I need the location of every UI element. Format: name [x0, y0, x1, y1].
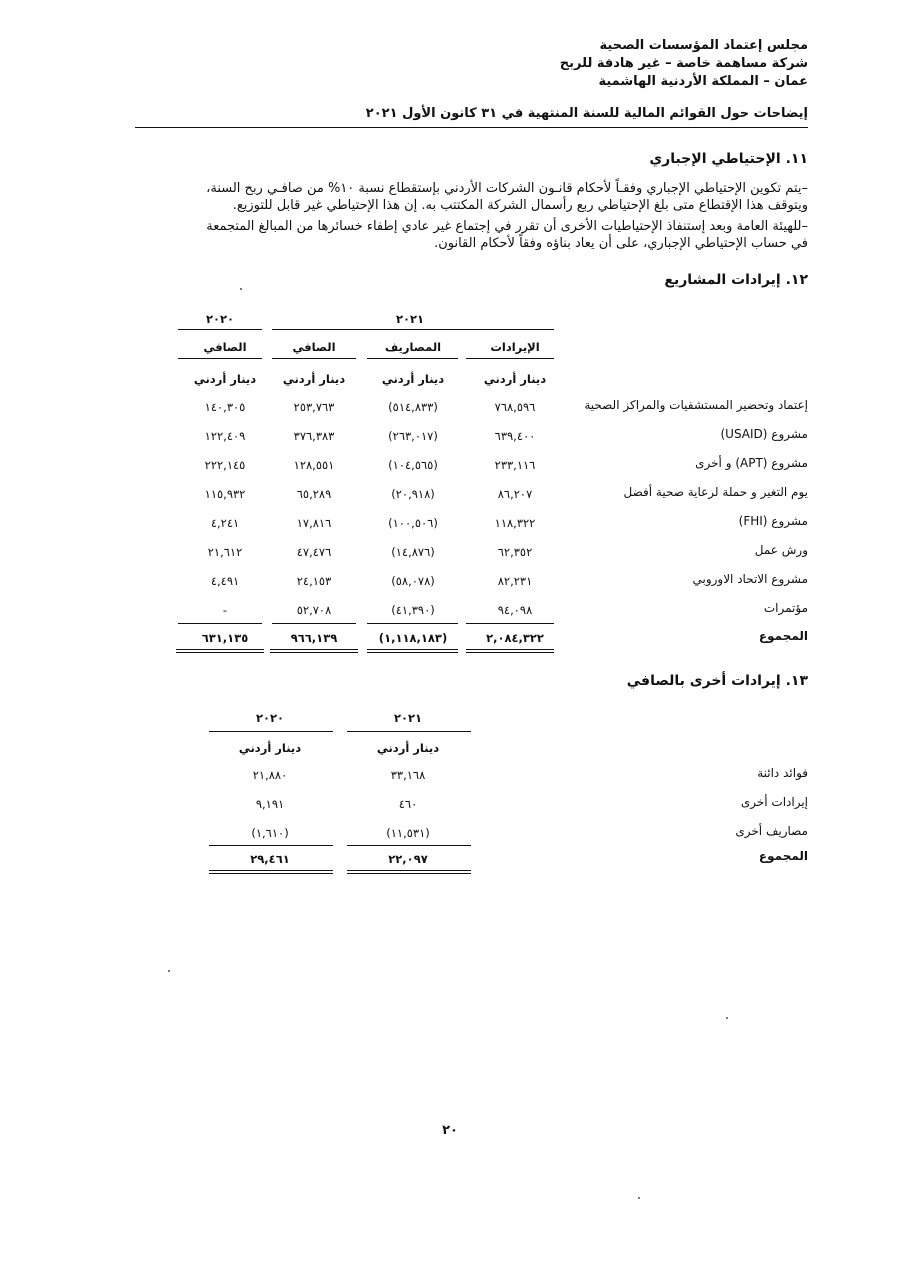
table-row-label: إيرادات أخرى — [740, 795, 808, 809]
value-2020-cell: ٩,١٩١ — [255, 797, 285, 811]
expenses-cell: (٢٠,٩١٨) — [391, 487, 435, 501]
net-2021-cell: ٢٥٣,٧٦٣ — [293, 400, 335, 414]
total-net-2020: ٦٣١,١٣٥ — [201, 631, 249, 645]
net-2020-cell: - — [222, 603, 228, 617]
revenue-cell: ٧٦٨,٥٩٦ — [494, 400, 536, 414]
paragraph-line: ويتوقف هذا الإقتطاع متى بلغ الإحتياطي ربع رأسمال الشركة المكتتب به. إن هذا الإحتياطي غير قابل للتوزيع. — [232, 198, 808, 213]
total-label: المجموع — [758, 849, 808, 863]
col-header-rule — [272, 358, 356, 359]
revenue-cell: ٦٢,٣٥٢ — [497, 545, 533, 559]
double-underline — [270, 649, 358, 653]
section-11-title: ١١. الإحتياطي الإجباري — [649, 151, 808, 167]
net-2020-cell: ١٤٠,٣٠٥ — [204, 400, 246, 414]
col-revenue: الإيرادات — [490, 340, 540, 354]
section-13-title: ١٣. إيرادات أخرى بالصافي — [626, 673, 808, 689]
net-2021-cell: ٤٧,٤٧٦ — [296, 545, 332, 559]
net-2020-cell: ٢١,٦١٢ — [207, 545, 243, 559]
company-type: شركة مساهمة خاصة – غير هادفة للربح — [559, 56, 808, 71]
total-label: المجموع — [758, 629, 808, 643]
expenses-cell: (٥٨,٠٧٨) — [391, 574, 435, 588]
revenue-cell: ٦٣٩,٤٠٠ — [494, 429, 536, 443]
total-rule — [347, 845, 471, 846]
total-revenue: ٢,٠٨٤,٣٢٢ — [486, 631, 544, 645]
scan-speck — [638, 1197, 640, 1199]
net-2021-cell: ٦٥,٢٨٩ — [296, 487, 332, 501]
expenses-cell: (٢٦٣,٠١٧) — [388, 429, 438, 443]
col-header-rule — [466, 358, 554, 359]
double-underline — [209, 870, 333, 874]
header-rule — [135, 127, 808, 128]
unit-label: دينار أردني — [381, 372, 445, 386]
section-11-paragraph-1 — [128, 180, 808, 214]
net-2020-cell: ٤,٢٤١ — [210, 516, 240, 530]
year-2020-rule — [178, 329, 262, 330]
total-net-2021: ٩٦٦,١٣٩ — [290, 631, 338, 645]
net-2021-cell: ٥٢,٧٠٨ — [296, 603, 332, 617]
table-row-label: مؤتمرات — [763, 601, 808, 615]
year-rule — [209, 731, 333, 732]
year-2021-header: ٢٠٢١ — [393, 711, 423, 725]
unit-label: دينار أردني — [238, 741, 302, 755]
year-2021-rule — [272, 329, 554, 330]
col-expenses: المصاريف — [384, 340, 442, 354]
year-2020-header: ٢٠٢٠ — [255, 711, 285, 725]
net-2021-cell: ١٢٨,٥٥١ — [293, 458, 335, 472]
value-2021-cell: (١١,٥٣١) — [386, 826, 430, 840]
paragraph-line: –للهيئة العامة وبعد إستنفاذ الإحتياطيات الأخرى أن تقرر في إجتماع غير عادي إطفاء خسائرها من المبالغ المتجمعة — [206, 219, 808, 234]
total-rule — [466, 623, 554, 624]
revenue-cell: ٩٤,٠٩٨ — [497, 603, 533, 617]
total-rule — [178, 623, 262, 624]
revenue-cell: ٨٢,٢٣١ — [497, 574, 533, 588]
table-row-label: مشروع (APT) و أخرى — [695, 456, 808, 470]
scan-speck — [726, 1017, 728, 1019]
net-2021-cell: ٢٤,١٥٣ — [296, 574, 332, 588]
col-header-rule — [367, 358, 458, 359]
table-row-label: مشروع (USAID) — [720, 427, 808, 441]
double-underline — [176, 649, 264, 653]
year-rule — [347, 731, 471, 732]
value-2020-cell: ٢١,٨٨٠ — [252, 768, 288, 782]
unit-label: دينار أردني — [483, 372, 547, 386]
col-net-2020: الصافي — [203, 340, 247, 354]
scan-speck — [168, 970, 170, 972]
double-underline — [347, 870, 471, 874]
net-2020-cell: ٤,٤٩١ — [210, 574, 240, 588]
section-11-paragraph-2 — [128, 218, 808, 252]
expenses-cell: (١٤,٨٧٦) — [391, 545, 435, 559]
page-number: ٢٠ — [442, 1123, 458, 1138]
total-2021: ٢٢,٠٩٧ — [388, 852, 428, 866]
company-location: عمان – المملكة الأردنية الهاشمية — [598, 74, 808, 89]
net-2020-cell: ٢٢٢,١٤٥ — [204, 458, 246, 472]
value-2021-cell: ٣٣,١٦٨ — [390, 768, 426, 782]
double-underline — [466, 649, 554, 653]
table-row-label: فوائد دائنة — [757, 766, 808, 780]
total-expenses: (١,١١٨,١٨٣) — [378, 631, 448, 645]
revenue-cell: ٢٣٣,١١٦ — [494, 458, 536, 472]
revenue-cell: ٨٦,٢٠٧ — [497, 487, 533, 501]
expenses-cell: (١٠٠,٥٠٦) — [388, 516, 438, 530]
table-row-label: مشروع (FHI) — [738, 514, 808, 528]
value-2021-cell: ٤٦٠ — [398, 797, 418, 811]
expenses-cell: (١٠٤,٥٦٥) — [388, 458, 438, 472]
page-subtitle: إيضاحات حول القوائم المالية للسنة المنتهية في ٣١ كانون الأول ٢٠٢١ — [365, 106, 808, 121]
total-rule — [209, 845, 333, 846]
table-row-label: مشروع الاتحاد الاوروبي — [692, 572, 808, 586]
paragraph-line: –يتم تكوين الإحتياطي الإجباري وفقـاً لأحكام قانـون الشركات الأردني بإستقطاع نسبة ١٠% من صافـي ربح السنة، — [206, 181, 808, 196]
section-12-title: ١٢. إيرادات المشاريع — [664, 272, 808, 288]
total-rule — [367, 623, 458, 624]
expenses-cell: (٥١٤,٨٣٣) — [388, 400, 438, 414]
total-2020: ٢٩,٤٦١ — [250, 852, 290, 866]
total-rule — [272, 623, 356, 624]
revenue-cell: ١١٨,٣٢٢ — [494, 516, 536, 530]
double-underline — [367, 649, 458, 653]
table-row-label: يوم التغير و حملة لرعاية صحية أفضل — [623, 485, 808, 499]
org-name: مجلس إعتماد المؤسسات الصحية — [599, 38, 808, 53]
scan-speck — [240, 288, 242, 290]
table-row-label: إعتماد وتحضير المستشفيات والمراكز الصحية — [584, 398, 808, 412]
col-net-2021: الصافي — [292, 340, 336, 354]
unit-label: دينار أردني — [282, 372, 346, 386]
expenses-cell: (٤١,٣٩٠) — [391, 603, 435, 617]
year-2021-header: ٢٠٢١ — [395, 312, 425, 326]
net-2021-cell: ١٧,٨١٦ — [296, 516, 332, 530]
net-2021-cell: ٣٧٦,٣٨٣ — [293, 429, 335, 443]
paragraph-line: في حساب الإحتياطي الإجباري، على أن يعاد بناؤه وفقاً لأحكام القانون. — [434, 236, 808, 251]
value-2020-cell: (١,٦١٠) — [251, 826, 289, 840]
net-2020-cell: ١٢٢,٤٠٩ — [204, 429, 246, 443]
table-row-label: مصاريف أخرى — [735, 824, 808, 838]
unit-label: دينار أردني — [376, 741, 440, 755]
unit-label: دينار أردني — [193, 372, 257, 386]
net-2020-cell: ١١٥,٩٣٢ — [204, 487, 246, 501]
year-2020-header: ٢٠٢٠ — [205, 312, 235, 326]
col-header-rule — [178, 358, 262, 359]
table-row-label: ورش عمل — [754, 543, 808, 557]
